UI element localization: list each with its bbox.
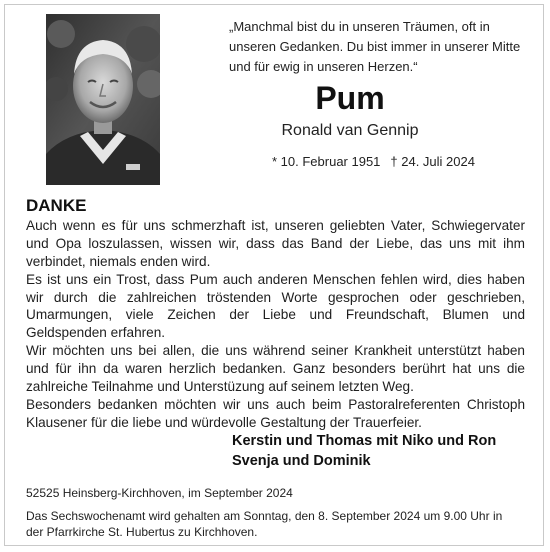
body-line: Wir möchten uns bei allen, die uns während seiner Krankheit unterstützt haben: [26, 343, 525, 359]
deceased-nickname: Pum: [315, 80, 385, 116]
body-line: Klausener für die liebe und würdevolle Gestaltung der Trauerfeier.: [26, 414, 422, 430]
thanks-body: [26, 217, 525, 432]
body-line: verbindet, niemals enden wird.: [26, 253, 211, 269]
body-line: Besonders bedanken möchten wir uns auch beim Pastoralreferenten Christoph: [26, 396, 525, 412]
body-line: Es ist uns ein Trost, dass Pum auch anderen Menschen fehlen wird, dies haben: [26, 271, 525, 287]
quote-line: „Manchmal bist du in unseren Träumen, oft in: [229, 19, 490, 34]
deceased-full-name: Ronald van Gennip: [281, 122, 419, 139]
service-notice: [26, 508, 528, 540]
signature-block: [232, 431, 496, 471]
signature-line: Svenja und Dominik: [232, 453, 371, 469]
body-line: wir durch die zahlreichen tröstenden Worte gesprochen oder geschrieben,: [26, 289, 525, 305]
body-line: Umarmungen, viele Zeichen der Liebe und Freundschaft, Blumen und: [26, 307, 525, 323]
notice-line: Das Sechswochenamt wird gehalten am Sonntag, den 8. September 2024 um 9.00 Uhr in: [26, 509, 503, 523]
life-dates: [272, 153, 475, 171]
thanks-heading: DANKE: [26, 196, 87, 215]
body-line: Geldspenden erfahren.: [26, 325, 166, 341]
memorial-quote: [229, 17, 529, 77]
body-line: zahlreiche Teilnahme und Unterstüzung auf seinem letzten Weg.: [26, 379, 414, 395]
death-date: † 24. Juli 2024: [390, 154, 475, 169]
notice-line: der Pfarrkirche St. Hubertus zu Kirchhoven.: [26, 525, 258, 539]
portrait-photo: [46, 14, 160, 185]
body-line: und Opa loszulassen, wissen wir, dass das Band der Liebe, das uns mit ihm: [26, 235, 525, 251]
place-and-date: 52525 Heinsberg-Kirchhoven, im September 2024: [26, 486, 293, 500]
signature-line: Kerstin und Thomas mit Niko und Ron: [232, 433, 497, 449]
birth-date: * 10. Februar 1951: [272, 154, 381, 169]
quote-line: unseren Gedanken. Du bist immer in unserer Mitte: [229, 39, 521, 54]
body-line: Auch wenn es für uns schmerzhaft ist, unseren geliebten Vater, Schwiegervater: [26, 218, 525, 233]
body-line: und für ihn da waren herzlich bedanken. Ganz besonders berührt hat uns die: [26, 361, 525, 377]
quote-line: und für ewig in unseren Herzen.“: [229, 59, 418, 74]
